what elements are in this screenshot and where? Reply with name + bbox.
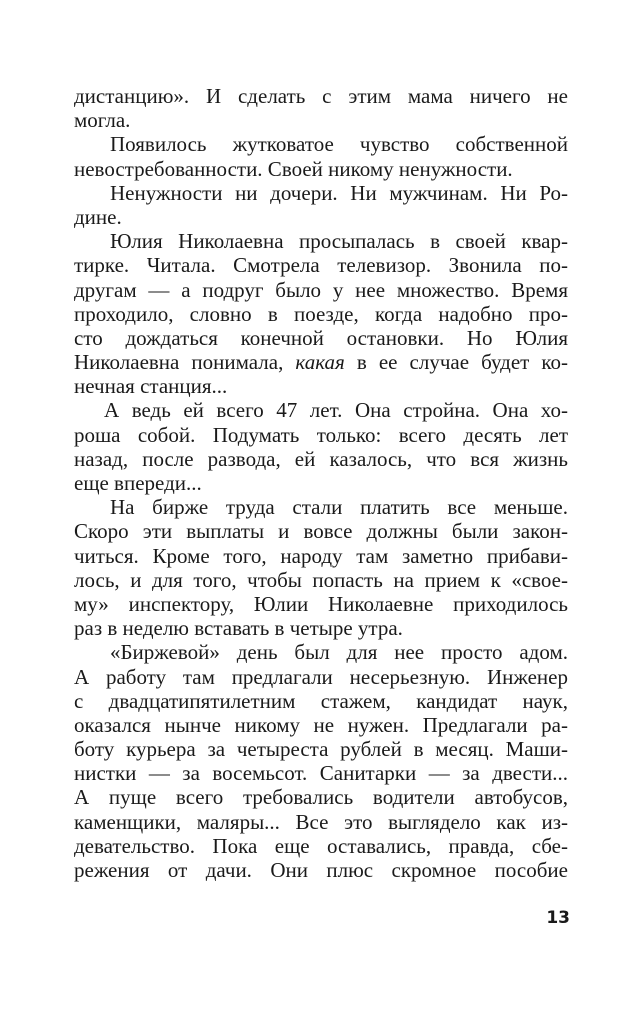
text-run: му» инспектору, Юлии Николаевне приходилось — [74, 591, 568, 616]
text-line — [74, 495, 568, 519]
text-line — [74, 253, 568, 277]
text-line — [74, 737, 568, 761]
text-run: режения от дачи. Они плюс скромное пособие — [74, 858, 568, 882]
text-run: другам — а подруг было у нее множество. Время — [74, 277, 568, 302]
text-run: каменщики, маляры... Все это выглядело как из- — [74, 809, 568, 834]
text-line — [74, 616, 568, 640]
text-run: дистанцию». И сделать с этим мама ничего не — [74, 84, 568, 108]
text-line — [74, 398, 568, 422]
text-line — [74, 84, 568, 108]
text-line — [74, 157, 568, 181]
body-text — [74, 84, 568, 882]
text-line — [74, 713, 568, 737]
text-line — [74, 132, 568, 156]
text-line — [74, 108, 568, 132]
text-line — [74, 374, 568, 398]
text-line — [74, 350, 568, 374]
text-line — [74, 592, 568, 616]
page-number: 13 — [546, 908, 570, 928]
text-run: раз в неделю вставать в четыре утра. — [74, 616, 403, 641]
text-run: с двадцатипятилетним стажем, кандидат наук, — [74, 688, 568, 713]
text-line — [74, 810, 568, 834]
text-line — [74, 229, 568, 253]
text-run: нистки — за восемьсот. Санитарки — за двести... — [74, 761, 568, 786]
text-line — [74, 519, 568, 543]
text-run: еще впереди... — [74, 471, 202, 495]
text-line — [74, 471, 568, 495]
text-line — [74, 640, 568, 664]
text-run: Появилось жутковатое чувство собственной — [110, 132, 568, 157]
text-run: На бирже труда стали платить все меньше. — [110, 495, 568, 520]
text-run: А работу там предлагали несерьезную. Инженер — [74, 664, 568, 689]
text-line — [74, 326, 568, 350]
text-run: невостребованности. Своей никому ненужности. — [74, 156, 513, 181]
text-run: в ее случае будет ко- — [344, 350, 568, 375]
text-run: проходило, словно в поезде, когда надобно про- — [74, 301, 568, 326]
text-run: Ненужности ни дочери. Ни мужчинам. Ни Ро- — [110, 180, 568, 205]
text-line — [74, 665, 568, 689]
text-line — [74, 544, 568, 568]
text-run: дине. — [74, 204, 122, 229]
text-run: Николаевна понимала, — [74, 350, 296, 375]
text-line — [74, 568, 568, 592]
text-run: девательство. Пока еще оставались, правда, сбе- — [74, 833, 568, 858]
text-run: лось, и для того, чтобы попасть на прием к «свое- — [74, 567, 568, 592]
text-run: назад, после развода, ей казалось, что вся жизнь — [74, 446, 568, 471]
text-line — [74, 834, 568, 858]
text-line — [74, 858, 568, 882]
text-line — [74, 302, 568, 326]
text-line — [74, 689, 568, 713]
italic-word: какая — [295, 350, 345, 375]
text-run: А пуще всего требовались водители автобусов, — [74, 785, 568, 810]
text-line — [74, 181, 568, 205]
text-run: могла. — [74, 108, 131, 133]
text-run: А ведь ей всего 47 лет. Она стройна. Она хо- — [104, 398, 568, 423]
text-run: Скоро эти выплаты и вовсе должны были закон- — [74, 519, 568, 544]
text-run: тирке. Читала. Смотрела телевизор. Звонила по- — [74, 253, 568, 278]
text-run: «Биржевой» день был для нее просто адом. — [110, 640, 568, 665]
text-run: оказался нынче никому не нужен. Предлагали ра- — [74, 712, 568, 737]
text-line — [74, 278, 568, 302]
text-line — [74, 785, 568, 809]
text-run: Юлия Николаевна просыпалась в своей квар- — [110, 229, 568, 254]
text-run: боту курьера за четыреста рублей в месяц. Маши- — [74, 737, 568, 762]
text-line — [74, 447, 568, 471]
text-run: сто дождаться конечной остановки. Но Юлия — [74, 325, 568, 350]
text-run: читься. Кроме того, народу там заметно прибави- — [74, 543, 568, 568]
text-run: нечная станция... — [74, 374, 228, 399]
text-line — [74, 761, 568, 785]
text-line — [74, 423, 568, 447]
text-run: роша собой. Подумать только: всего десять лет — [74, 422, 568, 447]
text-line — [74, 205, 568, 229]
